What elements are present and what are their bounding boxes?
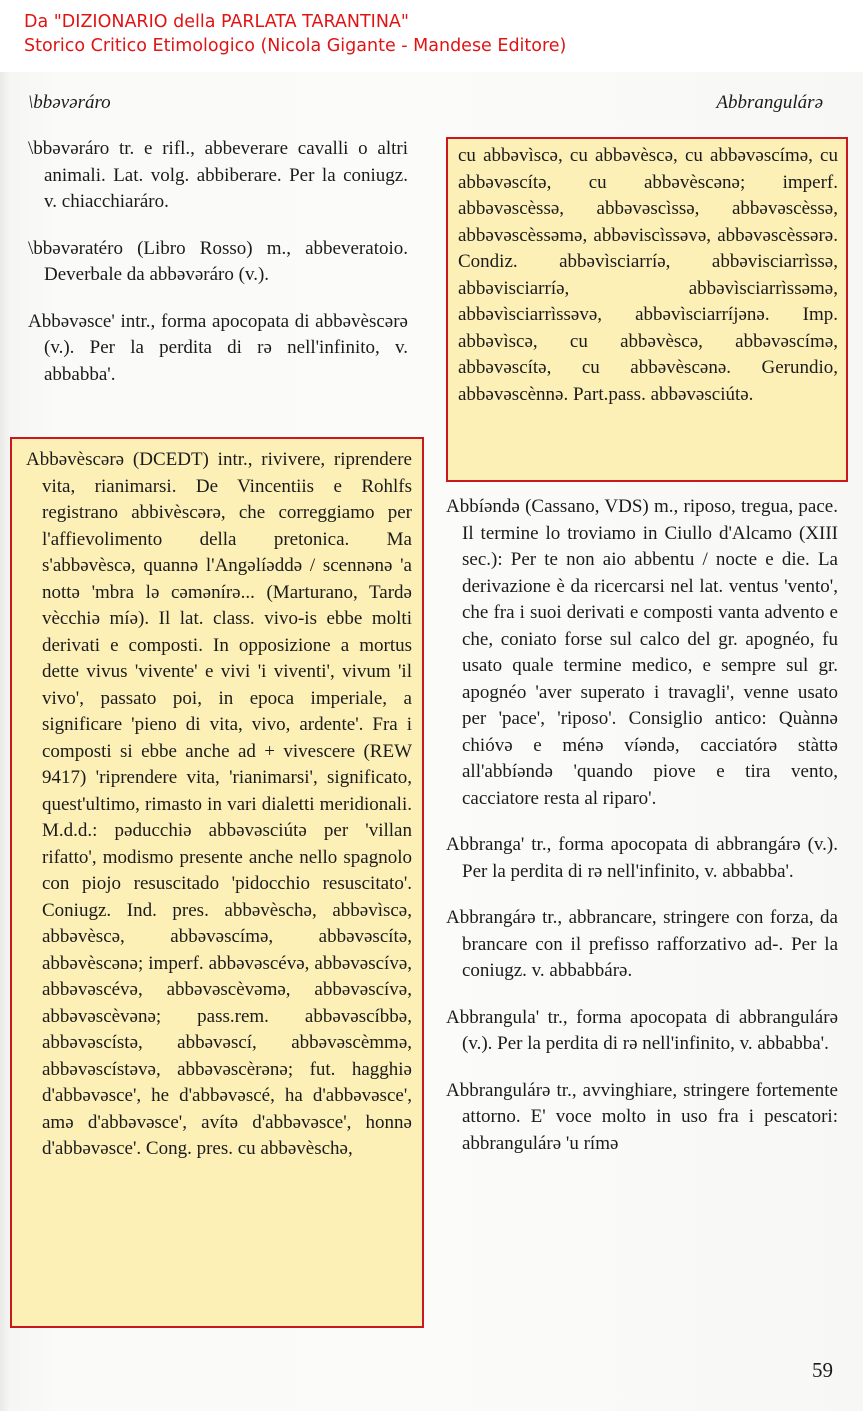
entry-abbevescere: Abbəvèscərə (DCEDT) intr., rivivere, riprendere vita, rianimarsi. De Vincentiis e Rohlfs registrano abbivèscərə, che correggiamo per l'affievolimento della pretonica. Ma s'abbəvèscə, quannə l'Angəlíəddə / scennənə 'a nottə 'mbra lə cəmənírə... (Marturano, Tardə vècchiə míə). Il lat. class. vivo-is ebbe molti derivati e composti. In opposizione a mortus dette vivus 'vivente' e vivi 'i viventi', vivum 'il vivo', passato poi, in epoca imperiale, a significare 'pieno di vita, vivo, ardente'. Fra i composti si ebbe anche ad + vivescere (REW 9417) 'riprendere vita, 'rianimarsi', significato, quest'ultimo, rimasto in vari dialetti meridionali. M.d.d.: pəducchiə abbəvəsciútə per 'villan rifatto', modismo presente anche nello spagnolo con piojo resuscitado 'pidocchio resuscitato'. Coniugz. Ind. pres. abbəvèschə, abbəvìscə, abbəvèscə, abbəvəscímə, abbəvəscítə, abbəvèscənə; imperf. abbəvəscévə, abbəvəscívə, abbəvəscévə, abbəvəscèvəmə, abbəvəscívə, abbəvəscèvənə; pass.rem. abbəvəscíbbə, abbəvəscístə, abbəvəscí, abbəvəscèmmə, abbəvəscístəvə, abbəvəscèrənə; fut. hagghiə d'abbəvəsce', he d'abbəvəscé, ha d'abbəvəsce', amə d'abbəvəsce', avítə d'abbəvəsce', honnə d'abbəvəsce'. Cong. pres. cu abbəvèschə,	[26, 449, 412, 1159]
caption-title: Da "DIZIONARIO della PARLATA TARANTINA"	[24, 12, 409, 32]
right-column	[446, 494, 838, 1177]
entry-abbevarare: \bbəvəráro tr. e rifl., abbeverare cavalli o altri animali. Lat. volg. abbiberare. Per la coniugz. v. chiacchiaráro.	[28, 138, 408, 212]
highlight-box-left	[10, 437, 424, 1328]
entry-abbevescere-continued: cu abbəvìscə, cu abbəvèscə, cu abbəvəscímə, cu abbəvəscítə, cu abbəvèscənə; imperf. abbəvəscèssə, abbəvəscìssə, abbəvəscèssə, abbəvəscèssəmə, abbəviscìssəvə, abbəvəscèssərə. Condiz. abbəvìsciarríə, abbəvisciarrìssə, abbəvisciarríə, abbəvìsciarrìssəmə, abbəvìsciarrìssəvə, abbəvìsciarríjənə. Imp. abbəvìscə, cu abbəvèscə, abbəvəscímə, abbəvəscítə, cu abbəvèscənə. Gerundio, abbəvəscènnə. Part.pass. abbəvəsciútə.	[458, 145, 838, 405]
entry-abbeveratero: \bbəvəratéro (Libro Rosso) m., abbeveratoio. Deverbale da abbəvəráro (v.).	[28, 237, 408, 285]
running-head-right: Abbrangulárə	[716, 92, 823, 113]
entry-abbrangare: Abbrangárə tr., abbrancare, stringere con forza, da brancare con il prefisso rafforzativo ad-. Per la coniugz. v. abbabbárə.	[446, 907, 838, 981]
entry-abbrangula: Abbrangula' tr., forma apocopata di abbrangulárə (v.). Per la perdita di rə nell'infinito, v. abbabba'.	[446, 1006, 838, 1054]
entry-abbranga: Abbranga' tr., forma apocopata di abbrangárə (v.). Per la perdita di rə nell'infinito, v. abbabba'.	[446, 834, 838, 882]
source-caption	[24, 10, 566, 58]
page-number: 59	[812, 1358, 833, 1382]
entry-abbevesce: Abbəvəsce' intr., forma apocopata di abbəvèscərə (v.). Per la perdita di rə nell'infinito, v. abbabba'.	[28, 310, 408, 385]
highlight-box-right	[446, 137, 848, 482]
entry-abbiende: Abbíəndə (Cassano, VDS) m., riposo, tregua, pace. Il termine lo troviamo in Ciullo d'Alcamo (XIII sec.): Per te non aio abbentu / nocte e die. La derivazione è da ricercarsi nel lat. ventus 'vento', che fra i suoi derivati e composti vanta advento e che, coniato forse sul calco del gr. apognéo, fu usato quale termine medico, e sempre sul gr. apognéo 'aver superato i travagli', venne usato per 'pace', 'riposo'. Consiglio antico: Quànnə chióvə e ménə víəndə, cacciatórə stàttə all'abbíəndə 'quando piove e tira vento, cacciatore resta al riparo'.	[446, 496, 838, 809]
caption-subtitle: Storico Critico Etimologico (Nicola Gigante - Mandese Editore)	[24, 36, 567, 56]
running-head-left: \bbəvəráro	[28, 92, 111, 113]
entry-abbrangulare: Abbrangulárə tr., avvinghiare, stringere fortemente attorno. E' voce molto in uso fra i pescatori: abbrangulárə 'u rímə	[446, 1079, 838, 1154]
left-column	[28, 136, 408, 408]
